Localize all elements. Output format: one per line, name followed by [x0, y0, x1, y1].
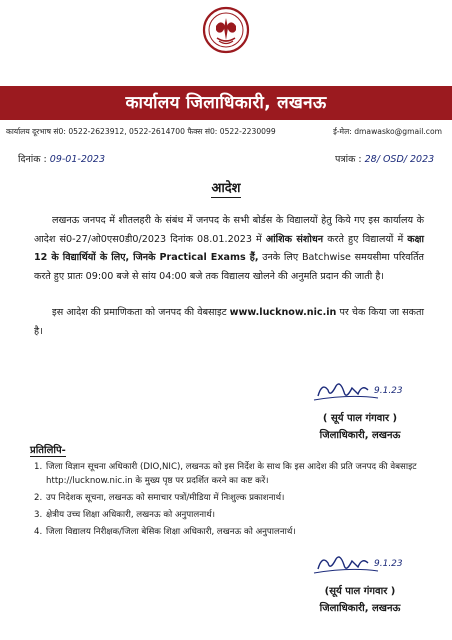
copy-to-list — [34, 460, 429, 542]
copy-to-item — [34, 525, 429, 539]
contact-email: ई-मेल: dmawasko@gmail.com — [333, 127, 442, 136]
copy-to-item-number: 1. — [34, 462, 43, 472]
contact-phones: कार्यालय दूरभाष सं0: 0522-2623912, 0522-2614700 फैक्स सं0: 0522-2230099 — [6, 127, 276, 136]
signature-date-2: 9.1.23 — [374, 559, 403, 569]
date-line — [18, 152, 105, 165]
p1-bold-2: कक्षा 12 के विद्यार्थियों के लिए, जिनके Practical Exams हैं, — [34, 233, 424, 263]
signatory-designation: जिलाधिकारी, लखनऊ — [319, 430, 401, 441]
copy-to-label-text: प्रतिलिपि- — [30, 445, 66, 456]
signatory-name: ( सूर्य पाल गंगवार ) — [322, 413, 398, 424]
signatory-name-2: (सूर्य पाल गंगवार ) — [324, 586, 396, 597]
p2-text-1: इस आदेश की प्रमाणिकता को जनपद की वेबसाइट — [52, 307, 230, 318]
p1-text-2: करते हुए विद्यालयों में — [323, 233, 408, 245]
date-value: 09-01-2023 — [49, 154, 105, 165]
copy-to-item-text: जिला विज्ञान सूचना अधिकारी (DIO,NIC), लखनऊ को इस निर्देश के साथ कि इस आदेश की प्रति जनपद की वेबसाइट http://lucknow.nic.in के मुख्य पृष्ठ पर प्रदर्शित करने का कष्ट करें। — [46, 462, 417, 486]
order-paragraph-1 — [34, 212, 424, 286]
copy-to-item — [34, 460, 429, 488]
letter-number-label: पत्रांक : — [335, 154, 365, 165]
copy-to-item-number: 4. — [34, 527, 43, 537]
office-title: कार्यालय जिलाधिकारी, लखनऊ — [125, 93, 327, 113]
signature-date: 9.1.23 — [374, 386, 403, 396]
copy-to-item — [34, 508, 429, 522]
uttar-pradesh-emblem-icon — [202, 6, 250, 54]
copy-to-label — [30, 442, 66, 456]
copy-to-item-text: जिला विद्यालय निरीक्षक/जिला बेसिक शिक्षा अधिकारी, लखनऊ को अनुपालनार्थ। — [46, 527, 296, 537]
copy-to-item-text: उप निदेशक सूचना, लखनऊ को समाचार पत्रों/मीडिया में निःशुल्क प्रकाशनार्थ। — [46, 493, 285, 503]
signature-block-2 — [300, 553, 420, 614]
signature-block — [300, 380, 420, 441]
order-title-text: आदेश — [211, 181, 241, 196]
copy-to-item-number: 2. — [34, 493, 43, 503]
p1-bold-1: आंशिक संशोधन — [265, 233, 324, 245]
order-paragraph-2 — [34, 304, 424, 341]
signatory-designation-2: जिलाधिकारी, लखनऊ — [319, 603, 401, 614]
letter-number-line — [335, 152, 434, 165]
p1-text-3: उनके लिए Batchwise समयसीमा परिवर्तित करते हुए प्रातः 09:00 बजे से सांय 04:00 बजे तक विद्यालय खोलने की अनुमति प्रदान की जाती है। — [34, 252, 425, 282]
p1-text-1: लखनऊ जनपद में शीतलहरी के संबंध में जनपद के सभी बोर्डस के विद्यालयों हेतु किये गए इस कार्यालय के आदेश सं0-27/ओ0एस0डी0/2023 दिनांक 08.01.2023 में — [34, 215, 424, 245]
letter-number-value: 28/ OSD/ 2023 — [364, 154, 435, 165]
website-link[interactable]: www.lucknow.nic.in — [229, 307, 337, 318]
copy-to-item-number: 3. — [34, 510, 43, 520]
copy-to-item — [34, 491, 429, 505]
copy-to-item-text: क्षेत्रीय उच्च शिक्षा अधिकारी, लखनऊ को अनुपालनार्थ। — [46, 510, 215, 520]
order-title — [0, 178, 452, 196]
p2-text-2: पर चेक किया जा सकता है। — [34, 307, 424, 337]
date-label: दिनांक : — [18, 154, 50, 165]
